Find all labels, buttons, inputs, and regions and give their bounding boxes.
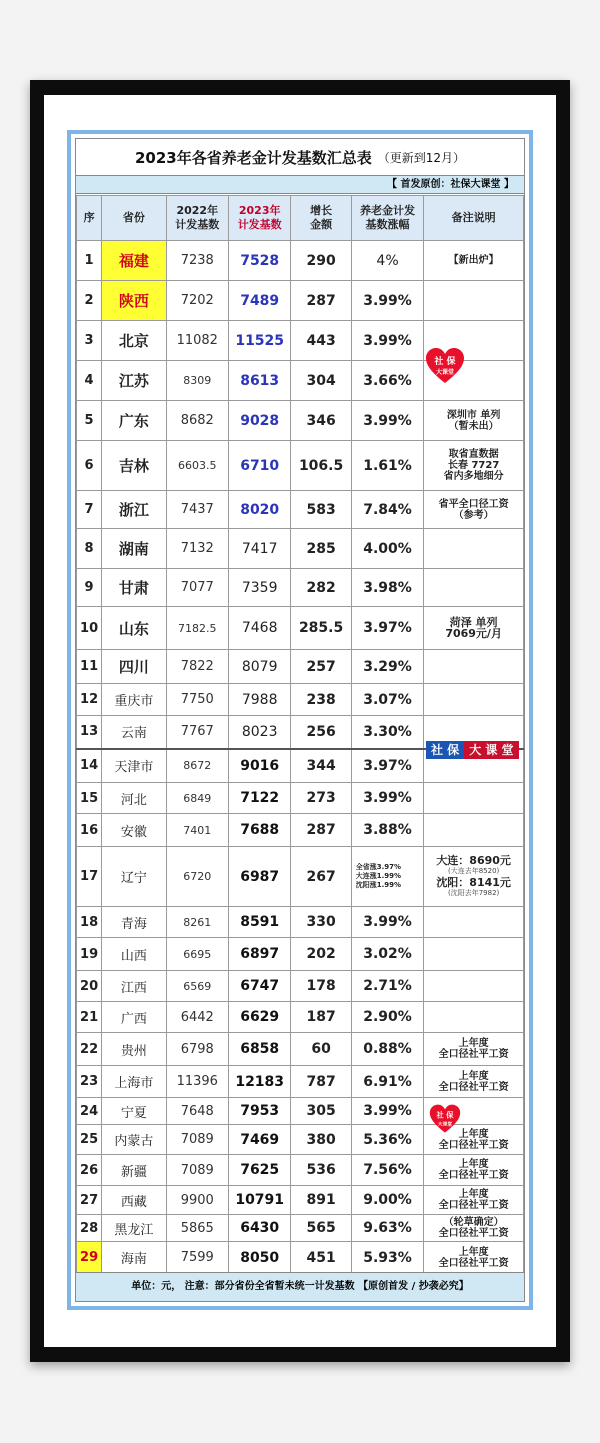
header-rate-line2: 基数涨幅 xyxy=(365,218,410,231)
table-row xyxy=(77,1066,524,1098)
cell-2022-base: 7437 xyxy=(166,491,228,529)
cell-increase: 344 xyxy=(291,749,351,783)
cell-note xyxy=(424,241,524,281)
cell-rate: 3.88% xyxy=(351,814,423,847)
table-row xyxy=(77,569,524,607)
table-row xyxy=(77,1033,524,1066)
note-line-1: 省平全口径工资 xyxy=(438,498,509,510)
note-line-2: 7069元/月 xyxy=(445,627,502,640)
cell-2022-base: 7132 xyxy=(166,529,228,569)
note-line-1: 上年度 xyxy=(458,1246,489,1258)
cell-note xyxy=(424,1033,524,1066)
cell-increase: 287 xyxy=(291,814,351,847)
cell-index: 7 xyxy=(77,491,102,529)
table-title xyxy=(76,139,524,176)
cell-province: 内蒙古 xyxy=(102,1125,166,1155)
header-increase xyxy=(291,196,351,241)
cell-2023-base: 7988 xyxy=(228,684,290,716)
cell-2022-base: 8672 xyxy=(166,749,228,783)
cell-rate: 7.56% xyxy=(351,1155,423,1186)
cell-note xyxy=(424,971,524,1002)
cell-2022-base: 7767 xyxy=(166,716,228,749)
cell-index: 23 xyxy=(77,1066,102,1098)
cell-rate: 2.71% xyxy=(351,971,423,1002)
cell-note xyxy=(424,1002,524,1033)
cell-2022-base: 7238 xyxy=(166,241,228,281)
cell-increase: 187 xyxy=(291,1002,351,1033)
cell-note xyxy=(424,281,524,321)
cell-2023-base: 9028 xyxy=(228,401,290,441)
header-2023-line2: 计发基数 xyxy=(237,218,282,231)
cell-2023-base: 7489 xyxy=(228,281,290,321)
cell-province: 湖南 xyxy=(102,529,166,569)
cell-increase: 106.5 xyxy=(291,441,351,491)
cell-index: 16 xyxy=(77,814,102,847)
table-row xyxy=(77,971,524,1002)
cell-note xyxy=(424,783,524,814)
cell-rate: 9.63% xyxy=(351,1215,423,1242)
cell-rate: 3.97% xyxy=(351,749,423,783)
cell-2022-base: 7401 xyxy=(166,814,228,847)
cell-2022-base: 7750 xyxy=(166,684,228,716)
cell-2022-base: 6720 xyxy=(166,847,228,907)
rate-line-1: 全省涨3.97% xyxy=(355,863,402,871)
cell-note xyxy=(424,1242,524,1274)
cell-province: 江苏 xyxy=(102,361,166,401)
cell-increase: 287 xyxy=(291,281,351,321)
header-increase-line2: 金额 xyxy=(310,218,333,231)
cell-note xyxy=(424,569,524,607)
cell-province: 西藏 xyxy=(102,1186,166,1215)
cell-index: 12 xyxy=(77,684,102,716)
cell-increase: 787 xyxy=(291,1066,351,1098)
cell-index: 13 xyxy=(77,716,102,749)
cell-rate: 3.99% xyxy=(351,1098,423,1125)
cell-increase: 330 xyxy=(291,907,351,938)
cell-increase: 290 xyxy=(291,241,351,281)
cell-note xyxy=(424,684,524,716)
cell-note xyxy=(424,1186,524,1215)
cell-index: 29 xyxy=(77,1242,102,1274)
cell-increase: 238 xyxy=(291,684,351,716)
cell-rate: 3.07% xyxy=(351,684,423,716)
note-line-2: （暂未出） xyxy=(448,420,499,432)
banner-part-b: 大 课 堂 xyxy=(464,741,518,759)
cell-rate: 3.66% xyxy=(351,361,423,401)
cell-2023-base: 9016 xyxy=(228,749,290,783)
cell-increase: 257 xyxy=(291,650,351,684)
note-line-2: 全口径社平工资 xyxy=(438,1257,509,1269)
cell-2023-base: 7417 xyxy=(228,529,290,569)
cell-2023-base: 10791 xyxy=(228,1186,290,1215)
cell-increase: 536 xyxy=(291,1155,351,1186)
cell-2023-base: 7468 xyxy=(228,607,290,650)
cell-rate: 0.88% xyxy=(351,1033,423,1066)
cell-2023-base: 7688 xyxy=(228,814,290,847)
cell-2022-base: 7089 xyxy=(166,1155,228,1186)
cell-2023-base: 8050 xyxy=(228,1242,290,1274)
cell-increase: 60 xyxy=(291,1033,351,1066)
cell-rate: 5.36% xyxy=(351,1125,423,1155)
cell-rate: 3.30% xyxy=(351,716,423,749)
cell-province: 贵州 xyxy=(102,1033,166,1066)
cell-note xyxy=(424,607,524,650)
note-line-2: 沈阳：8141元 xyxy=(436,875,511,889)
note-line-1: 上年度 xyxy=(458,1189,489,1200)
header-increase-line1: 增长 xyxy=(310,204,333,217)
cell-2022-base: 9900 xyxy=(166,1186,228,1215)
cell-index: 21 xyxy=(77,1002,102,1033)
note-line-2: （参考） xyxy=(453,509,494,521)
cell-province: 甘肃 xyxy=(102,569,166,607)
cell-index: 15 xyxy=(77,783,102,814)
cell-province: 广东 xyxy=(102,401,166,441)
cell-2022-base: 11396 xyxy=(166,1066,228,1098)
cell-index: 25 xyxy=(77,1125,102,1155)
header-rate xyxy=(351,196,423,241)
cell-province: 广西 xyxy=(102,1002,166,1033)
cell-increase: 443 xyxy=(291,321,351,361)
cell-index: 9 xyxy=(77,569,102,607)
cell-rate: 3.02% xyxy=(351,938,423,971)
cell-rate: 3.99% xyxy=(351,401,423,441)
note-line-2: 全口径社平工资 xyxy=(438,1081,509,1093)
cell-increase: 282 xyxy=(291,569,351,607)
cell-increase: 273 xyxy=(291,783,351,814)
cell-note xyxy=(424,1066,524,1098)
note-line-1: 大连：8690元 xyxy=(436,853,511,867)
cell-2023-base: 6629 xyxy=(228,1002,290,1033)
cell-note xyxy=(424,847,524,907)
note-line-1: 上年度 xyxy=(458,1070,489,1082)
header-note: 备注说明 xyxy=(424,196,524,241)
cell-province: 山西 xyxy=(102,938,166,971)
cell-province: 江西 xyxy=(102,971,166,1002)
cell-rate: 3.98% xyxy=(351,569,423,607)
cell-index: 18 xyxy=(77,907,102,938)
cell-2023-base: 8079 xyxy=(228,650,290,684)
header-province: 省份 xyxy=(102,196,166,241)
heart2-text-a: 社 保 xyxy=(436,1110,454,1120)
cell-increase: 891 xyxy=(291,1186,351,1215)
cell-2023-base: 8591 xyxy=(228,907,290,938)
cell-2023-base: 12183 xyxy=(228,1066,290,1098)
cell-2022-base: 7202 xyxy=(166,281,228,321)
cell-province: 天津市 xyxy=(102,749,166,783)
cell-index: 1 xyxy=(77,241,102,281)
table-row xyxy=(77,1186,524,1215)
cell-province: 浙江 xyxy=(102,491,166,529)
cell-2023-base: 6858 xyxy=(228,1033,290,1066)
cell-province: 上海市 xyxy=(102,1066,166,1098)
cell-2023-base: 6897 xyxy=(228,938,290,971)
cell-index: 24 xyxy=(77,1098,102,1125)
note-line-2b: (沈阳去年7982) xyxy=(447,888,500,897)
cell-index: 2 xyxy=(77,281,102,321)
cell-2023-base: 8613 xyxy=(228,361,290,401)
cell-2022-base: 7089 xyxy=(166,1125,228,1155)
table-row xyxy=(77,491,524,529)
heart-text-b: 大课堂 xyxy=(435,369,455,376)
brand-banner xyxy=(426,741,519,759)
header-2023-line1: 2023年 xyxy=(238,204,281,217)
table-row xyxy=(77,529,524,569)
cell-2022-base: 8309 xyxy=(166,361,228,401)
cell-rate: 3.97% xyxy=(351,607,423,650)
cell-note xyxy=(424,814,524,847)
cell-index: 27 xyxy=(77,1186,102,1215)
note-line-1: 上年度 xyxy=(458,1128,489,1140)
header-index: 序 xyxy=(77,196,102,241)
cell-2022-base: 6442 xyxy=(166,1002,228,1033)
note-line-2: 长春 7727 xyxy=(447,460,500,471)
cell-province: 河北 xyxy=(102,783,166,814)
cell-increase: 304 xyxy=(291,361,351,401)
cell-2023-base: 7469 xyxy=(228,1125,290,1155)
cell-index: 8 xyxy=(77,529,102,569)
heart-logo-2 xyxy=(429,1103,461,1135)
cell-rate: 4% xyxy=(351,241,423,281)
cell-2022-base: 7648 xyxy=(166,1098,228,1125)
cell-2023-base: 7528 xyxy=(228,241,290,281)
cell-index: 5 xyxy=(77,401,102,441)
cell-increase: 178 xyxy=(291,971,351,1002)
cell-index: 11 xyxy=(77,650,102,684)
cell-increase: 202 xyxy=(291,938,351,971)
table-row xyxy=(77,814,524,847)
rate-line-2: 大连涨1.99% xyxy=(355,872,402,880)
cell-province: 山东 xyxy=(102,607,166,650)
cell-increase: 565 xyxy=(291,1215,351,1242)
cell-increase: 267 xyxy=(291,847,351,907)
table-row xyxy=(77,607,524,650)
note-line-1: 上年度 xyxy=(458,1159,489,1170)
cell-province: 云南 xyxy=(102,716,166,749)
table-row xyxy=(77,241,524,281)
cell-rate xyxy=(351,847,423,907)
heart-logo xyxy=(425,346,465,386)
cell-rate: 3.99% xyxy=(351,281,423,321)
table-row xyxy=(77,1002,524,1033)
cell-note xyxy=(424,1215,524,1242)
cell-province: 青海 xyxy=(102,907,166,938)
cell-2022-base: 11082 xyxy=(166,321,228,361)
cell-rate: 4.00% xyxy=(351,529,423,569)
cell-note xyxy=(424,907,524,938)
cell-2022-base: 8261 xyxy=(166,907,228,938)
header-2022-line2: 计发基数 xyxy=(175,218,220,231)
origin-credit: 【 首发原创：社保大课堂 】 xyxy=(76,176,524,194)
cell-2022-base: 6849 xyxy=(166,783,228,814)
cell-increase: 583 xyxy=(291,491,351,529)
cell-2023-base: 7359 xyxy=(228,569,290,607)
title-main: 2023年各省养老金计发基数汇总表 xyxy=(134,148,372,167)
table-row xyxy=(77,938,524,971)
note-line-2: 全口径社平工资 xyxy=(438,1139,509,1151)
cell-index: 22 xyxy=(77,1033,102,1066)
table-row xyxy=(77,783,524,814)
cell-note xyxy=(424,938,524,971)
table-row xyxy=(77,847,524,907)
cell-increase: 285.5 xyxy=(291,607,351,650)
cell-rate: 2.90% xyxy=(351,1002,423,1033)
note-text: 【新出炉】 xyxy=(448,255,499,266)
header-rate-line1: 养老金计发 xyxy=(360,204,416,217)
table-row xyxy=(77,650,524,684)
cell-note xyxy=(424,1155,524,1186)
cell-2023-base: 6987 xyxy=(228,847,290,907)
note-line-3: 省内多地细分 xyxy=(443,471,504,482)
cell-2023-base: 7953 xyxy=(228,1098,290,1125)
cell-province: 辽宁 xyxy=(102,847,166,907)
cell-province: 北京 xyxy=(102,321,166,361)
table-header-row xyxy=(77,196,524,241)
banner-part-a: 社 保 xyxy=(426,741,464,759)
heart2-text-b: 大课堂 xyxy=(437,1122,453,1128)
cell-province: 重庆市 xyxy=(102,684,166,716)
cell-note xyxy=(424,401,524,441)
note-line-1: （轮草确定） xyxy=(443,1217,504,1228)
cell-increase: 305 xyxy=(291,1098,351,1125)
cell-rate: 3.29% xyxy=(351,650,423,684)
cell-index: 20 xyxy=(77,971,102,1002)
cell-2023-base: 6747 xyxy=(228,971,290,1002)
table-row xyxy=(77,1215,524,1242)
cell-2022-base: 7822 xyxy=(166,650,228,684)
cell-rate: 6.91% xyxy=(351,1066,423,1098)
cell-province: 宁夏 xyxy=(102,1098,166,1125)
cell-note xyxy=(424,491,524,529)
note-line-1: 菏泽 单列 xyxy=(449,616,498,629)
cell-index: 14 xyxy=(77,749,102,783)
table-row xyxy=(77,441,524,491)
table-row xyxy=(77,907,524,938)
cell-2022-base: 7077 xyxy=(166,569,228,607)
header-2022-line1: 2022年 xyxy=(176,204,219,217)
note-line-2: 全口径社平工资 xyxy=(438,1228,509,1239)
cell-index: 17 xyxy=(77,847,102,907)
table-row xyxy=(77,281,524,321)
cell-province: 新疆 xyxy=(102,1155,166,1186)
heart-icon xyxy=(425,346,465,386)
table-row xyxy=(77,1155,524,1186)
cell-increase: 256 xyxy=(291,716,351,749)
heart-text-a: 社 保 xyxy=(434,357,456,367)
note-line-2: 全口径社平工资 xyxy=(438,1049,509,1060)
cell-2023-base: 11525 xyxy=(228,321,290,361)
cell-2022-base: 7599 xyxy=(166,1242,228,1274)
cell-2023-base: 6430 xyxy=(228,1215,290,1242)
note-line-1b: (大连去年8520) xyxy=(447,866,500,875)
cell-2023-base: 8020 xyxy=(228,491,290,529)
note-line-2: 全口径社平工资 xyxy=(438,1170,509,1181)
heart-icon-2 xyxy=(429,1103,461,1135)
cell-2022-base: 7182.5 xyxy=(166,607,228,650)
cell-rate: 9.00% xyxy=(351,1186,423,1215)
cell-province: 陕西 xyxy=(102,281,166,321)
cell-2022-base: 6798 xyxy=(166,1033,228,1066)
cell-2023-base: 8023 xyxy=(228,716,290,749)
cell-province: 安徽 xyxy=(102,814,166,847)
cell-index: 10 xyxy=(77,607,102,650)
cell-rate: 1.61% xyxy=(351,441,423,491)
cell-province: 吉林 xyxy=(102,441,166,491)
cell-rate: 5.93% xyxy=(351,1242,423,1274)
cell-province: 福建 xyxy=(102,241,166,281)
cell-2023-base: 7122 xyxy=(228,783,290,814)
cell-rate: 3.99% xyxy=(351,321,423,361)
cell-rate: 3.99% xyxy=(351,783,423,814)
cell-2022-base: 8682 xyxy=(166,401,228,441)
cell-2022-base: 5865 xyxy=(166,1215,228,1242)
cell-2023-base: 7625 xyxy=(228,1155,290,1186)
table-row xyxy=(77,401,524,441)
cell-increase: 346 xyxy=(291,401,351,441)
cell-index: 3 xyxy=(77,321,102,361)
cell-index: 26 xyxy=(77,1155,102,1186)
cell-increase: 451 xyxy=(291,1242,351,1274)
cell-2022-base: 6569 xyxy=(166,971,228,1002)
cell-2022-base: 6695 xyxy=(166,938,228,971)
table-row xyxy=(77,1242,524,1274)
cell-province: 黑龙江 xyxy=(102,1215,166,1242)
header-2023-base xyxy=(228,196,290,241)
note-line-2: 全口径社平工资 xyxy=(438,1200,509,1211)
cell-2022-base: 6603.5 xyxy=(166,441,228,491)
cell-increase: 285 xyxy=(291,529,351,569)
cell-note xyxy=(424,529,524,569)
title-subtitle: （更新到12月） xyxy=(377,150,466,165)
cell-2023-base: 6710 xyxy=(228,441,290,491)
cell-rate: 3.99% xyxy=(351,907,423,938)
cell-increase: 380 xyxy=(291,1125,351,1155)
cell-index: 4 xyxy=(77,361,102,401)
note-line-1: 取省直数据 xyxy=(448,449,499,460)
table-row xyxy=(77,684,524,716)
cell-province: 海南 xyxy=(102,1242,166,1274)
cell-note xyxy=(424,441,524,491)
cell-rate: 7.84% xyxy=(351,491,423,529)
note-line-1: 上年度 xyxy=(458,1038,489,1049)
header-2022-base xyxy=(166,196,228,241)
cell-note xyxy=(424,650,524,684)
cell-index: 28 xyxy=(77,1215,102,1242)
cell-index: 6 xyxy=(77,441,102,491)
cell-index: 19 xyxy=(77,938,102,971)
rate-line-3: 沈阳涨1.99% xyxy=(355,881,402,889)
table-footer: 单位：元， 注意：部分省份全省暂未统一计发基数 【原创首发 / 抄袭必究】 xyxy=(76,1272,524,1301)
pension-table-sheet xyxy=(67,130,533,1310)
note-line-1: 深圳市 单列 xyxy=(446,409,501,421)
cell-province: 四川 xyxy=(102,650,166,684)
